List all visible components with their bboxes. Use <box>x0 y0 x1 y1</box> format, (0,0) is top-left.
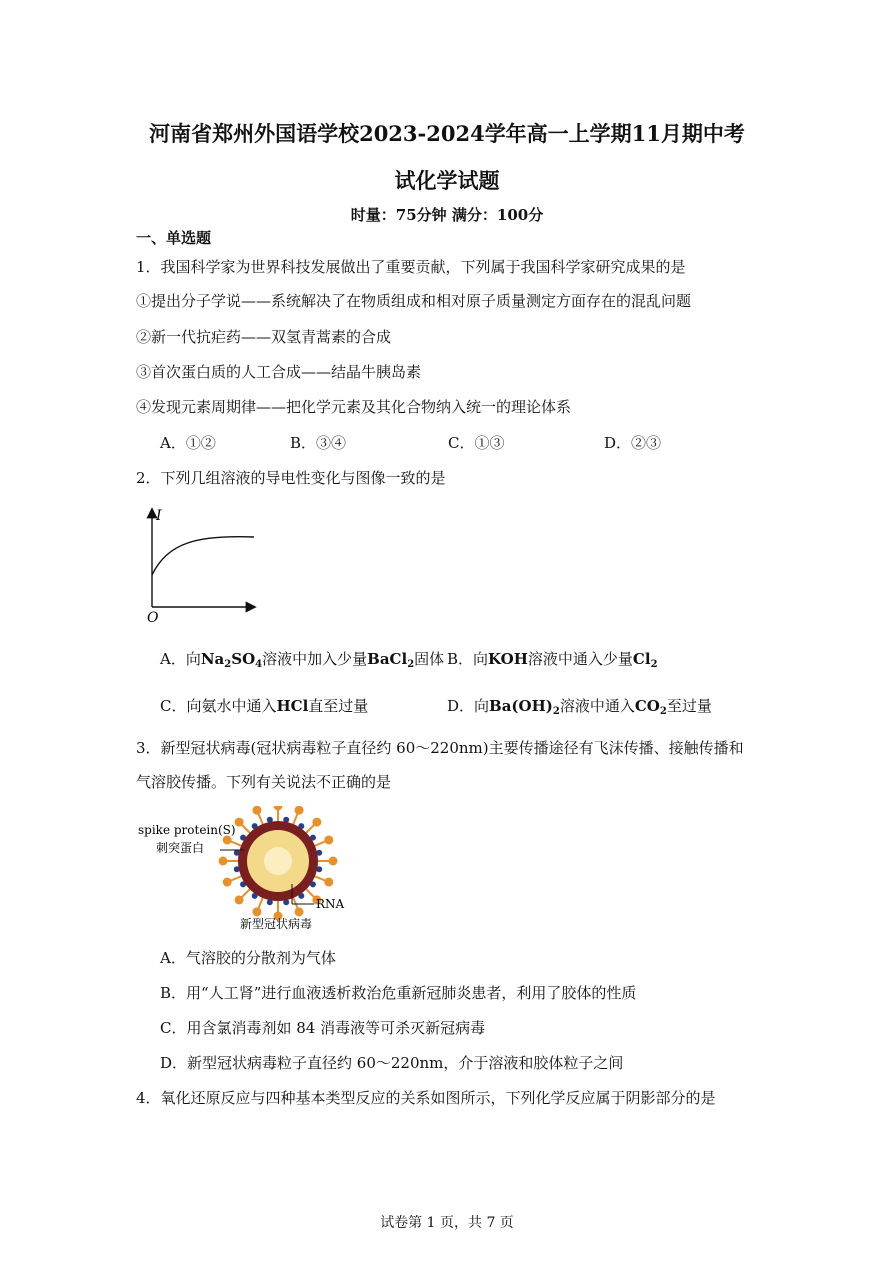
spike-head <box>324 835 333 844</box>
spike-head <box>295 806 304 815</box>
graph-y-label: I <box>156 508 162 524</box>
q1-item-3: ③首次蛋白质的人工合成——结晶牛胰岛素 <box>136 363 422 381</box>
spike-stem <box>241 888 251 898</box>
spike-head <box>223 878 232 887</box>
spike-head <box>324 878 333 887</box>
q2-option-b: B．向KOH溶液中通入少量$Cl_2$ <box>447 650 658 670</box>
q3-stem-line1: 3．新型冠状病毒(冠状病毒粒子直径约 60～220nm)主要传播途径有飞沫传播、接触传播和 <box>136 739 744 757</box>
q3-option-b: B．用“人工肾”进行血液透析救治危重新冠肺炎患者，利用了胶体的性质 <box>160 984 637 1002</box>
spike-head <box>235 818 244 827</box>
q2-conductivity-graph <box>138 500 268 628</box>
spike-stem <box>230 841 243 846</box>
label-rna: RNA <box>316 897 345 911</box>
spike-stem <box>241 824 251 834</box>
spike-stem <box>313 841 326 846</box>
q2-option-c: C．向氨水中通入HCl直至过量 <box>160 697 369 715</box>
spike-stem <box>313 876 326 881</box>
q1-option-d: D．②③ <box>604 434 662 452</box>
spike-stem <box>305 824 315 834</box>
q3-option-c: C．用含氯消毒剂如 84 消毒液等可杀灭新冠病毒 <box>160 1019 486 1037</box>
spike-stem <box>258 896 263 909</box>
q1-item-1: ①提出分子学说——系统解决了在物质组成和相对原子质量测定方面存在的混乱问题 <box>136 292 692 310</box>
q1-item-2: ②新一代抗疟药——双氢青蒿素的合成 <box>136 328 392 346</box>
q4-stem: 4．氧化还原反应与四种基本类型反应的关系如图所示，下列化学反应属于阴影部分的是 <box>136 1089 716 1107</box>
spike-head <box>252 806 261 815</box>
q2-option-d: D．向$Ba(OH)_2$溶液中通入$CO_2$至过量 <box>447 697 712 717</box>
spike-stem <box>305 888 315 898</box>
q2-stem: 2．下列几组溶液的导电性变化与图像一致的是 <box>136 469 446 487</box>
q1-option-c: C．①③ <box>448 434 505 452</box>
spike-head <box>219 857 228 866</box>
spike-head <box>312 818 321 827</box>
label-spike-cn: 刺突蛋白 <box>156 841 205 855</box>
q1-item-4: ④发现元素周期律——把化学元素及其化合物纳入统一的理论体系 <box>136 398 572 416</box>
page-title-line2: 试化学试题 <box>394 168 500 193</box>
q3-option-a: A．气溶胶的分散剂为气体 <box>160 949 336 967</box>
graph-origin-label: O <box>147 610 159 626</box>
spike-stem <box>293 896 298 909</box>
q3-virus-figure <box>136 806 366 936</box>
spike-head <box>252 907 261 916</box>
page-title-line1: 河南省郑州外国语学校2023-2024学年高一上学期11月期中考 <box>149 121 745 146</box>
graph-curve <box>152 537 254 575</box>
q1-option-b: B．③④ <box>290 434 347 452</box>
section-heading: 一、单选题 <box>136 229 212 247</box>
spike-stem <box>230 876 243 881</box>
label-spike-protein: spike protein(S) <box>138 823 236 837</box>
page-footer: 试卷第 1 页，共 7 页 <box>380 1215 514 1231</box>
q1-option-a: A．①② <box>160 434 216 452</box>
q1-stem: 1．我国科学家为世界科技发展做出了重要贡献，下列属于我国科学家研究成果的是 <box>136 258 686 276</box>
q2-option-a: A．向$Na_2SO_4$溶液中加入少量BaCl$_2$固体 <box>160 650 445 670</box>
q3-stem-line2: 气溶胶传播。下列有关说法不正确的是 <box>136 773 392 791</box>
spike-head <box>295 907 304 916</box>
spike-stem <box>293 813 298 826</box>
q3-option-d: D．新型冠状病毒粒子直径约 60～220nm，介于溶液和胶体粒子之间 <box>160 1054 624 1072</box>
virus-core-center <box>264 847 292 875</box>
spike-head <box>235 895 244 904</box>
figure-caption: 新型冠状病毒 <box>240 917 313 931</box>
spike-head <box>329 857 338 866</box>
spike-head <box>274 806 283 811</box>
spike-stem <box>258 813 263 826</box>
page-subtitle: 时量：75分钟 满分：100分 <box>350 206 544 224</box>
